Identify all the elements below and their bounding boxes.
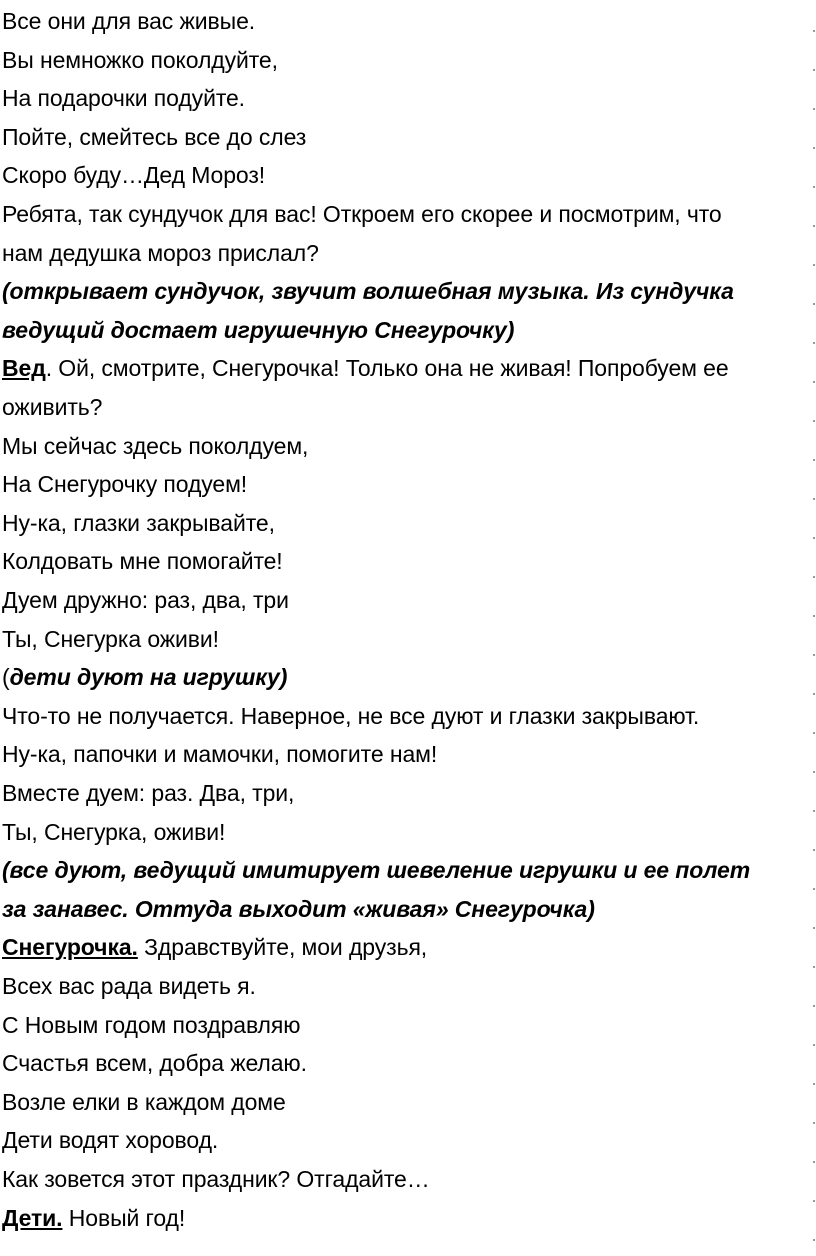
text-line: На Снегурочку подуем! [2, 471, 248, 498]
text-line: Вместе дуем: раз. Два, три, [2, 780, 295, 806]
edge-dot [813, 1122, 815, 1124]
text-line: Мы сейчас здесь поколдуем, [2, 432, 309, 459]
text-line [2, 349, 729, 387]
text-line: Пойте, смейтесь все до слез [2, 123, 307, 150]
edge-dot [813, 30, 815, 32]
text-line: Дуем дружно: раз, два, три [2, 587, 289, 613]
page-edge-dots [810, 0, 816, 1256]
speaker-name: Дети. [2, 1204, 63, 1231]
edge-dot [813, 654, 815, 656]
edge-dot [813, 186, 815, 188]
text-line: Ну-ка, глазки закрывайте, [2, 509, 275, 536]
speech-text: Здравствуйте, мои друзья, [137, 934, 428, 961]
text-line: Колдовать мне помогайте! [2, 548, 283, 575]
edge-dot [813, 693, 815, 695]
text-line: нам дедушка мороз прислал? [2, 239, 319, 266]
edge-dot [813, 1083, 815, 1085]
text-line: Вы немножко поколдуйте, [2, 46, 278, 73]
edge-dot [813, 108, 815, 110]
speaker-name: Вед [2, 355, 46, 382]
edge-dot [813, 1005, 815, 1007]
text-line: Дети водят хоровод. [2, 1127, 219, 1154]
text-line: Ты, Снегурка, оживи! [2, 818, 226, 845]
edge-dot [813, 1200, 815, 1202]
text-line [2, 658, 287, 696]
stage-direction-line: (открывает сундучок, звучит волшебная музыка. Из сундучка [2, 278, 734, 305]
text-line: Скоро буду…Дед Мороз! [2, 162, 266, 189]
stage-direction-line: (все дуют, ведущий имитирует шевеление игрушки и ее полет [2, 857, 751, 884]
edge-dot [813, 420, 815, 422]
edge-dot [813, 810, 815, 812]
edge-dot [813, 459, 815, 461]
edge-dot [813, 342, 815, 344]
text-line: Что-то не получается. Наверное, не все дуют и глазки закрывают. [2, 702, 700, 729]
text-line: Все они для вас живые. [2, 8, 256, 34]
edge-dot [813, 888, 815, 890]
edge-dot [813, 849, 815, 851]
edge-dot [813, 537, 815, 539]
text-line: Как зовется этот праздник? Отгадайте… [2, 1166, 430, 1192]
stage-direction-line: за занавес. Оттуда выходит «живая» Снегурочка) [2, 895, 595, 922]
speech-text: . Ой, смотрите, Снегурочка! Только она не живая! Попробуем ее [45, 355, 729, 382]
edge-dot [813, 264, 815, 266]
text-line: Ну-ка, папочки и мамочки, помогите нам! [2, 741, 438, 768]
edge-dot [813, 381, 815, 383]
speech-text: Новый год! [62, 1204, 186, 1231]
text-line [2, 1199, 185, 1237]
text-line: Счастья всем, добра желаю. [2, 1050, 307, 1077]
edge-dot [813, 966, 815, 968]
edge-dot [813, 771, 815, 773]
open-paren: ( [2, 664, 10, 691]
edge-dot [813, 225, 815, 227]
speaker-name: Снегурочка. [2, 934, 138, 961]
edge-dot [813, 576, 815, 578]
text-line: Всех вас рада видеть я. [2, 973, 256, 999]
edge-dot [813, 1239, 815, 1241]
edge-dot [813, 615, 815, 617]
text-line: С Новым годом поздравляю [2, 1011, 301, 1038]
edge-dot [813, 147, 815, 149]
edge-dot [813, 1161, 815, 1163]
text-line: Ты, Снегурка оживи! [2, 625, 219, 652]
edge-dot [813, 303, 815, 305]
edge-dot [813, 732, 815, 734]
stage-direction-line: ведущий достает игрушечную Снегурочку) [2, 316, 515, 343]
text-line [2, 928, 427, 966]
edge-dot [813, 498, 815, 500]
text-line: Возле елки в каждом доме [2, 1088, 286, 1115]
text-line: оживить? [2, 394, 103, 420]
edge-dot [813, 69, 815, 71]
text-line: На подарочки подуйте. [2, 85, 245, 112]
stage-direction: дети дуют на игрушку) [9, 664, 288, 691]
edge-dot [813, 1044, 815, 1046]
text-line: Ребята, так сундучок для вас! Откроем его скорее и посмотрим, что [2, 201, 722, 227]
edge-dot [813, 927, 815, 929]
